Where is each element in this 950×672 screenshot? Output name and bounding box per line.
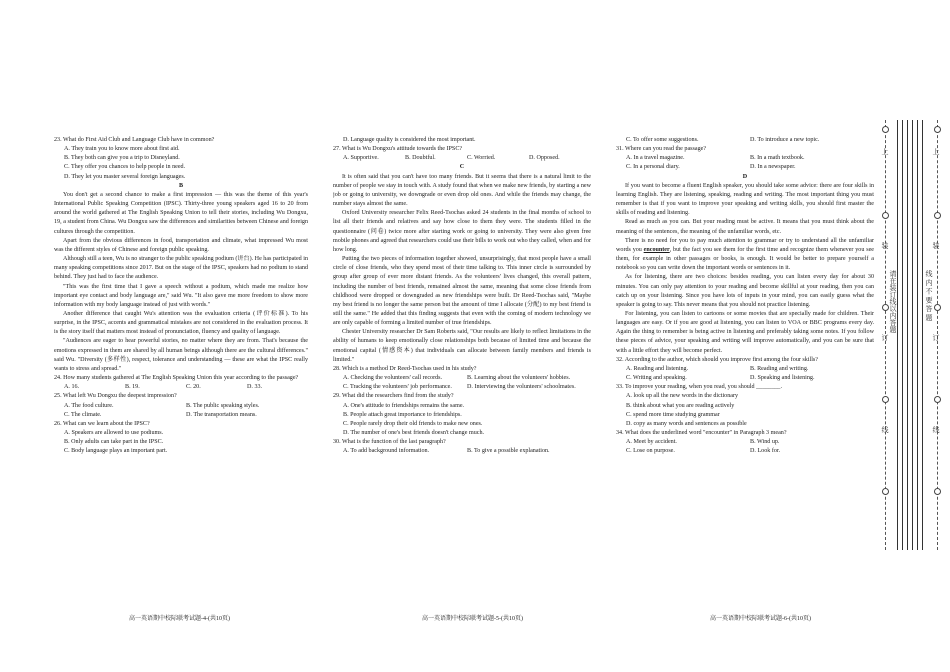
answer-option: B. The public speaking styles. — [186, 402, 260, 409]
answer-option: D. Opposed. — [529, 155, 560, 162]
answer-options-row — [54, 383, 308, 392]
passage-paragraph: Although still a teen, Wu is no stranger to the public speaking podium (讲台). He has participated in many speaking competitions since 2017. But on the stage of the IPSC, speakers had no podium to stand behind. They just had to face the audience. — [54, 256, 308, 281]
underlined-word: encounter — [643, 246, 670, 253]
answer-option: D. They let you master several foreign languages. — [64, 173, 186, 180]
answer-option: D. Language quality is considered the most important. — [343, 137, 476, 143]
binding-hole — [882, 396, 889, 403]
answer-option: C. Tracking the volunteers' job performance. — [343, 384, 452, 391]
passage-paragraph: "Audiences are eager to hear powerful stories, no matter where they are from. That's because the emotions expressed in them are shared by all human beings although there are the cultural differences." said Wu. "Diversity (多样性), respect, tolerance and understanding — these are what the IPSC really wants to stress and spread." — [54, 338, 308, 372]
answer-options-row — [54, 402, 308, 411]
answer-option: D. The transportation means. — [186, 411, 257, 418]
page-footer-4: 高一英语期中校际联考试题-4-(共10页) — [129, 616, 230, 622]
binding-rule — [912, 120, 913, 550]
question-stem: 28. Which is a method Dr Reed-Tsochas used in his study? — [333, 365, 477, 372]
binding-label: 装 — [932, 242, 940, 249]
binding-rule — [917, 120, 918, 550]
answer-options-row — [333, 447, 591, 456]
section-heading: B — [178, 182, 184, 189]
binding-label: 线 — [881, 426, 889, 433]
answer-option: A. look up all the new words in the dictionary — [626, 393, 739, 400]
passage-paragraph: Oxford University researcher Felix Reed-Tsochas asked 24 students in the final months of school to list all their friends and relatives and say how close to them they were. The students filled in the questionnaire (问卷) twice more after starting work or going to university. They were also given free mobile phones and agreed that researchers could use their bills to work out who they called, when and for how long. — [333, 210, 591, 253]
answer-option: B. In a math textbook. — [750, 155, 805, 162]
answer-option: D. Speaking and listening. — [750, 375, 815, 382]
binding-label: 装 — [881, 242, 889, 249]
answer-option: D. Interviewing the volunteers' schoolmates. — [467, 384, 576, 391]
answer-option: A. 16. — [64, 384, 80, 391]
answer-options-row — [54, 411, 308, 420]
binding-label: 上 — [932, 148, 940, 155]
binding-hole — [934, 126, 941, 133]
column-page-4 — [54, 136, 308, 456]
answer-options-row — [616, 136, 874, 145]
binding-hole — [934, 488, 941, 495]
answer-option: B. Doubtful. — [405, 155, 436, 162]
question-stem: 31. Where can you read the passage? — [616, 146, 707, 153]
answer-option: D. Look for. — [750, 448, 781, 455]
binding-hole — [882, 212, 889, 219]
passage-paragraph: Read as much as you can. But your reading must be active. It means that you must think about the meaning of the sentences, the meaning of the unfamiliar words, etc. — [616, 219, 874, 235]
answer-option: A. To add background information. — [343, 448, 430, 455]
binding-label: 订 — [932, 334, 940, 341]
binding-warning: 请在装订线以内答题 — [889, 270, 897, 333]
passage-paragraph — [616, 237, 874, 274]
answer-option: B. To give a possible explanation. — [467, 448, 550, 455]
answer-option: A. They train you to know more about first aid. — [64, 146, 180, 153]
question-stem: 26. What can we learn about the IPSC? — [54, 420, 150, 427]
question-stem: 32. According to the author, which should you improve first among the four skills? — [616, 356, 819, 363]
answer-option: C. People rarely drop their old friends to make new ones. — [343, 420, 483, 427]
answer-options-row — [616, 163, 874, 172]
passage-paragraph: It is often said that you can't have too many friends. But it seems that there is a natural limit to the number of people we stay in touch with. A study found that when we make new friends, by starting a new job or going to university, we downgrade or even drop old ones. And while the friends may change, the number stays almost the same. — [333, 173, 591, 208]
answer-option: B. Only adults can take part in the IPSC. — [64, 439, 164, 446]
binding-label: 上 — [881, 148, 889, 155]
question-stem: 25. What left Wu Dongxu the deepest impression? — [54, 393, 177, 400]
passage-paragraph: For listening, you can listen to cartoons or some movies that are specially made for children. Their languages are easy. Or if you are good at listening, you can listen to VOA or BBC programs every day. Again the thing to remember is being active in listening and preferably taking some notes. If you follow these pieces of advice, your speaking and writing will improve automatically, and you can be sure that with a little effort they will become perfect. — [616, 310, 874, 354]
question-stem: 34. What does the underlined word "encounter" in Paragraph 3 mean? — [616, 430, 787, 436]
answer-option: A. Checking the volunteers' call records. — [343, 375, 443, 382]
answer-option: B. Reading and writing. — [750, 365, 809, 372]
binding-note: 线 内 不 要 答 题 — [925, 270, 933, 321]
passage-paragraph: If you want to become a fluent English speaker, you should take some advice: there are four skills in learning English. They are listening, speaking, reading and writing. The most important thing you must remember is that if you want to improve your speaking and writing skills, you should first master the skills of reading and listening. — [616, 182, 874, 217]
answer-option: C. The climate. — [64, 411, 102, 418]
passage-paragraph: Apart from the obvious differences in food, transportation and climate, what impressed Wu most was the different styles of Chinese and foreign public speaking. — [54, 237, 308, 253]
answer-option: C. In a personal diary. — [626, 164, 680, 171]
answer-options-row — [333, 374, 591, 383]
answer-options-row — [616, 438, 874, 447]
binding-rule — [922, 120, 923, 550]
passage-paragraph: Putting the two pieces of information together showed, unsurprisingly, that most people have a small circle of close friends, who they spend most of their time talking to. This inner circle is surrounded by group after group of ever more distant friends. As the volunteers' lives changed, this overall pattern, including the number of best friends, remained almost the same, meaning that some close friends from childhood were dropped or downgraded as new friendships were built. Dr Reed-Tsochas said, "Maybe my best friend is no longer the same person but the amount of time I allocate (分配) to my best friend is still the same." He added that this finding suggests that even with the coming of modern technology we are only capable of forming a limited number of true friendships. — [333, 256, 591, 327]
answer-options-row — [333, 383, 591, 392]
passage-text: , but the fact you see them for the first time and recognize them whenever you see them, for example in other passages or books, is enough. It would be better to prepare yourself a notebook so you can write down the important words or sentences in it. — [616, 246, 874, 272]
answer-options-row — [616, 154, 874, 163]
section-heading: C — [459, 164, 465, 171]
answer-option: D. The number of one's best friends doesn't change much. — [343, 430, 485, 436]
passage-paragraph: Another difference that caught Wu's attention was the evaluation criteria (评价标准). To his surprise, in the IPSC, accents and grammatical mistakes are not considered in the evaluation process. It is the story itself that matters most instead of pronunciation, fluency and quality of language. — [54, 310, 308, 336]
answer-options-row — [616, 447, 874, 456]
passage-paragraph: As for listening, there are two choices: besides reading, you can listen every day for about 30 minutes. You can only pay attention to your reading and become skillful at your reading, then you can catch up on your listening. Since you have lots of inputs in your mind, you can easily guess what the speaker is going to say. This never means that you should not practice listening. — [616, 274, 874, 308]
binding-rule — [907, 120, 908, 550]
answer-option: B. Learning about the volunteers' hobbies. — [467, 375, 571, 382]
answer-option: B. They both can give you a trip to Disneyland. — [64, 155, 180, 162]
answer-option: A. Reading and listening. — [626, 365, 689, 372]
answer-option: B. People attach great importance to friendships. — [343, 411, 462, 418]
answer-option: C. Body language plays an important part. — [64, 448, 168, 455]
binding-label: 线 — [932, 426, 940, 433]
passage-text: There is no need for you to pay much attention to grammar or try to understand all the unfamiliar words you — [616, 237, 874, 253]
binding-hole — [934, 304, 941, 311]
question-stem: 24. How many students gathered at The English Speaking Union this year according to the passage? — [54, 375, 299, 382]
binding-margin — [879, 120, 950, 550]
answer-options-row — [616, 374, 874, 383]
binding-hole — [934, 396, 941, 403]
binding-label: 订 — [881, 334, 889, 341]
answer-option: A. Speakers are allowed to use podiums. — [64, 430, 164, 436]
answer-option: C. Writing and speaking. — [626, 375, 687, 382]
section-heading: D — [742, 173, 748, 180]
binding-hole — [882, 126, 889, 133]
answer-option: B. think about what you are reading actively — [626, 402, 735, 409]
binding-hole — [882, 488, 889, 495]
answer-option: A. Meet by accident. — [626, 439, 677, 446]
answer-option: C. spend more time studying grammar — [626, 411, 720, 418]
answer-option: C. Lose on purpose. — [626, 448, 675, 455]
answer-option: B. Wind up. — [750, 439, 780, 446]
answer-option: A. In a travel magazine. — [626, 155, 685, 162]
binding-hole — [934, 212, 941, 219]
answer-option: D. copy as many words and sentences as possible — [626, 420, 747, 427]
answer-option: D. In a newspaper. — [750, 164, 796, 171]
question-stem: 23. What do First Aid Club and Language Club have in common? — [54, 137, 215, 143]
column-page-6 — [616, 136, 874, 456]
binding-rule — [897, 120, 898, 550]
answer-option: A. The food culture. — [64, 402, 114, 409]
answer-option: D. To introduce a new topic. — [750, 137, 820, 143]
answer-option: D. 33. — [247, 384, 263, 391]
answer-option: A. One's attitude to friendships remains the same. — [343, 402, 465, 409]
answer-option: A. Supportive. — [343, 155, 379, 162]
page-footer-6: 高一英语期中校际联考试题-6-(共10页) — [710, 616, 811, 622]
answer-options-row — [333, 154, 591, 163]
passage-paragraph: You don't get a second chance to make a first impression — this was the theme of this year's International Public Speaking Competition (IPSC). Thirty-three young speakers aged 16 to 20 from around the world gathered at The English Speaking Union to tell their stories, including Wu Dongxu, 19, a student from China. Wu Dongxu saw the differences and similarities between Chinese and foreign cultures through the competition. — [54, 191, 308, 235]
question-stem: 29. What did the researchers find from the study? — [333, 393, 454, 400]
answer-option: B. 19. — [125, 384, 140, 391]
question-stem: 33. To improve your reading, when you read, you should ________. — [616, 384, 782, 391]
question-stem: 30. What is the function of the last paragraph? — [333, 439, 446, 446]
passage-paragraph: Chester University researcher Dr Sam Roberts said, "Our results are likely to reflect limitations in the ability of humans to keep emotionally close relationships both because of limited time and because the emotional capital (情感资本) that individuals can allocate between family members and friends is limited." — [333, 329, 591, 363]
binding-rule — [902, 120, 903, 550]
answer-option: C. They offer you chances to help people in need. — [64, 164, 186, 171]
answer-option: C. Worried. — [467, 155, 496, 162]
question-stem: 27. What is Wu Dongxu's attitude towards the IPSC? — [333, 146, 463, 153]
page-footer-5: 高一英语期中校际联考试题-5-(共10页) — [422, 616, 523, 622]
answer-option: C. To offer some suggestions. — [626, 137, 699, 143]
answer-option: C. 20. — [186, 384, 201, 391]
answer-options-row — [616, 365, 874, 374]
column-page-5 — [333, 136, 591, 456]
passage-paragraph: "This was the first time that I gave a speech without a podium, which made me realize how important eye contact and body language are," said Wu. "It also gave me more freedom to show more information with my body language instead of just with words." — [54, 283, 308, 308]
